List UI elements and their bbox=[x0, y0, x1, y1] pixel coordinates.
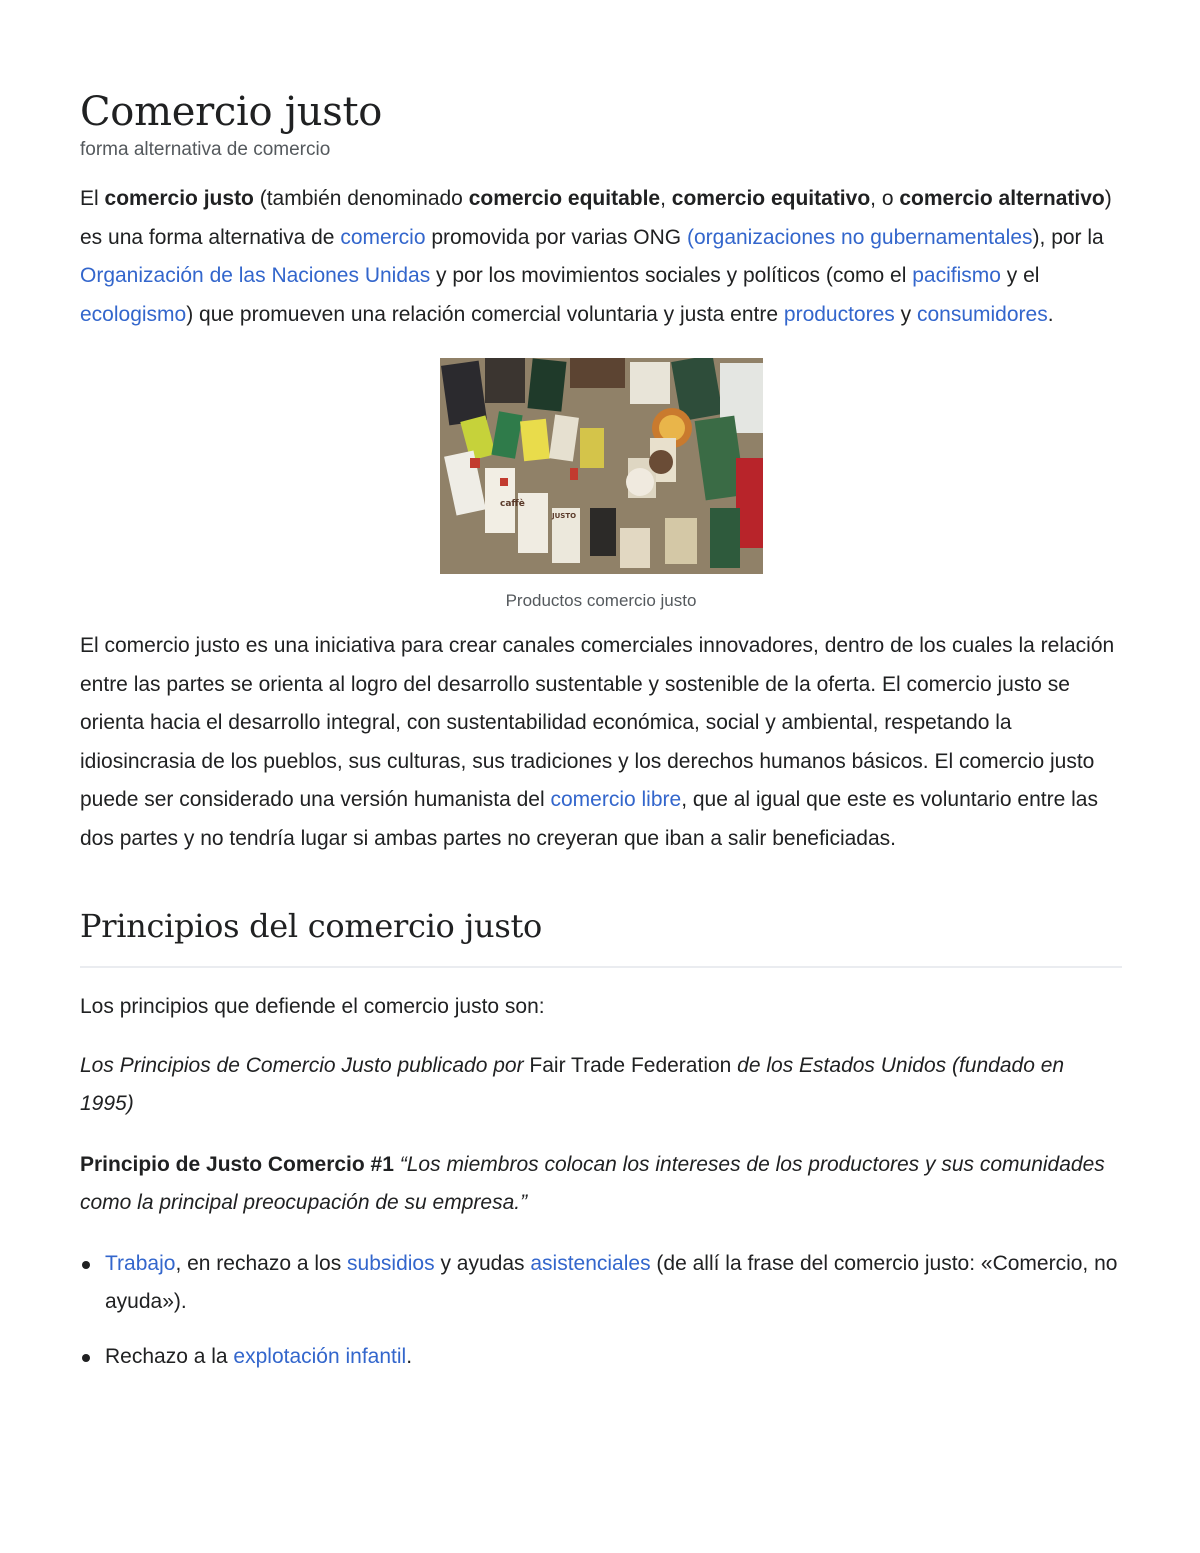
figure bbox=[80, 358, 1122, 613]
section-heading: Principios del comercio justo bbox=[80, 904, 1122, 968]
bold-term: comercio justo bbox=[104, 187, 254, 210]
link-ecologismo[interactable]: ecologismo bbox=[80, 302, 187, 326]
text: , que al igual que este es voluntario entre las dos partes y no tendría lugar si ambas partes no creyeran que iban a salir beneficiadas. bbox=[80, 788, 1098, 850]
text: ) que promueven una relación comercial voluntaria y justa entre bbox=[186, 302, 784, 326]
body-paragraph bbox=[80, 627, 1122, 858]
page-subtitle: forma alternativa de comercio bbox=[80, 139, 331, 160]
product-photo-image bbox=[440, 358, 763, 574]
intro-paragraph bbox=[80, 180, 1122, 334]
list-item bbox=[105, 1338, 1122, 1377]
text: , en rechazo a los bbox=[175, 1251, 348, 1275]
product-photo[interactable] bbox=[440, 358, 763, 574]
principles-list bbox=[80, 1245, 1122, 1377]
text: , o bbox=[870, 187, 900, 210]
link-explotacion-infantil[interactable]: explotación infantil bbox=[233, 1344, 407, 1368]
link-subsidios[interactable]: subsidios bbox=[347, 1251, 435, 1275]
text: . bbox=[1047, 302, 1054, 326]
link-consumidores[interactable]: consumidores bbox=[916, 302, 1048, 326]
text: (de allí la frase del comercio justo: «Comercio, no ayuda»). bbox=[105, 1251, 1118, 1313]
text: El comercio justo es una iniciativa para crear canales comerciales innovadores, dentro de los cuales la relación entre las partes se orienta al logro del desarrollo sustentable y sostenible de la oferta. El comercio justo se orienta hacia el desarrollo integral, con sustentabilidad económica, social y ambiental, respetando la idiosincrasia de los pueblos, sus culturas, sus tradiciones y los derechos humanos básicos. El comercio justo puede ser considerado una versión humanista del bbox=[80, 634, 1115, 811]
text: y el bbox=[1000, 264, 1040, 287]
link-trabajo[interactable]: Trabajo bbox=[105, 1251, 176, 1275]
text: Fair Trade Federation bbox=[529, 1053, 732, 1077]
text: ) es una forma alternativa de bbox=[80, 187, 1112, 249]
link-asistenciales[interactable]: asistenciales bbox=[530, 1251, 651, 1275]
bold-term: comercio alternativo bbox=[899, 187, 1105, 210]
link-comercio-libre[interactable]: comercio libre bbox=[550, 788, 682, 811]
text: promovida por varias ONG bbox=[425, 225, 687, 249]
list-item bbox=[105, 1245, 1122, 1322]
pack-label: JUSTO bbox=[551, 512, 576, 520]
link-ong[interactable]: (organizaciones no gubernamentales bbox=[686, 225, 1033, 249]
pack-label: caffè bbox=[499, 499, 525, 509]
page-title: Comercio justo bbox=[80, 89, 383, 135]
italic-text: Los Principios de Comercio Justo publicado por bbox=[80, 1053, 530, 1077]
principle-1 bbox=[80, 1146, 1122, 1223]
link-onu[interactable]: Organización de las Naciones Unidas bbox=[80, 264, 431, 287]
link-pacifismo[interactable]: pacifismo bbox=[912, 264, 1001, 287]
text: y por los movimientos sociales y políticos (como el bbox=[430, 264, 913, 287]
text: ), por la bbox=[1032, 225, 1104, 249]
text: , bbox=[660, 187, 672, 210]
principles-intro: Los principios que defiende el comercio justo son: bbox=[80, 995, 545, 1018]
principle-label: Principio de Justo Comercio #1 bbox=[80, 1152, 394, 1176]
link-productores[interactable]: productores bbox=[783, 302, 895, 326]
italic-text: de los Estados Unidos (fundado en 1995) bbox=[80, 1053, 1065, 1115]
text: El bbox=[80, 187, 105, 210]
figure-caption: Productos comercio justo bbox=[505, 591, 697, 610]
bold-term: comercio equitable bbox=[468, 187, 661, 210]
text: y ayudas bbox=[434, 1251, 531, 1275]
federation-note bbox=[80, 1047, 1122, 1124]
article bbox=[80, 80, 1122, 1392]
text: (también denominado bbox=[253, 187, 469, 210]
text: y bbox=[894, 302, 917, 326]
text: Rechazo a la bbox=[105, 1344, 234, 1368]
link-comercio[interactable]: comercio bbox=[340, 225, 426, 249]
bold-term: comercio equitativo bbox=[671, 187, 871, 210]
text: . bbox=[406, 1344, 413, 1368]
principle-quote: “Los miembros colocan los intereses de los productores y sus comunidades como la principal preocupación de su empresa.” bbox=[80, 1152, 1105, 1214]
